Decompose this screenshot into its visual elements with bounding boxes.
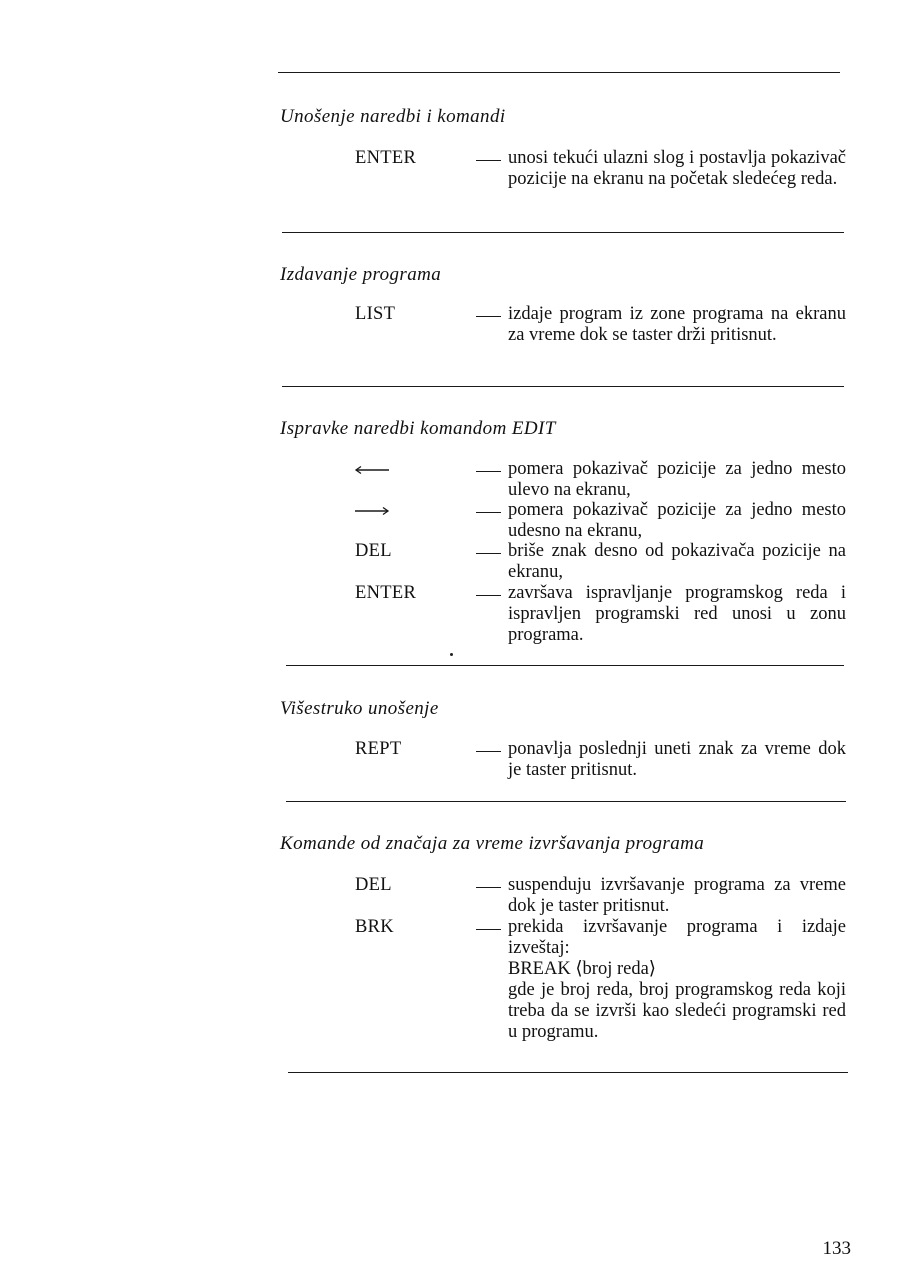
dash xyxy=(476,512,501,513)
dash xyxy=(476,887,501,888)
page-number: 133 xyxy=(822,1238,851,1259)
key-list: LIST xyxy=(355,304,396,324)
entry-description: pomera pokazivač pozicije za jedno mesto udesno na ekranu, xyxy=(508,500,846,541)
dash xyxy=(476,595,501,596)
section-rule xyxy=(282,232,844,233)
entry-description: završava ispravljanje programskog reda i ispravljen programski red unosi u zonu programa. xyxy=(508,583,846,645)
section-heading-izdavanje: Izdavanje programa xyxy=(280,264,442,285)
section-heading-ispravke: Ispravke naredbi komandom EDIT xyxy=(280,418,556,439)
stray-dot xyxy=(450,653,453,656)
section-rule xyxy=(286,801,846,802)
section-rule xyxy=(286,665,844,666)
dash xyxy=(476,316,501,317)
brk-text-continued: gde je broj reda, broj programskog reda koji treba da se izvrši kao sledeći programski red u programu. xyxy=(508,980,846,1042)
dash xyxy=(476,160,501,161)
entry-description: unosi tekući ulazni slog i postavlja pokazivač pozicije na ekranu na početak sledećeg reda. xyxy=(508,148,846,189)
right-arrow-icon xyxy=(354,506,390,516)
key-del: DEL xyxy=(355,875,392,895)
dash xyxy=(476,471,501,472)
bottom-rule xyxy=(288,1072,848,1073)
section-heading-visestruko: Višestruko unošenje xyxy=(280,698,439,719)
brk-text: prekida izvršavanje programa i izdaje izveštaj: xyxy=(508,917,846,958)
section-heading-komande: Komande od značaja za vreme izvršavanja programa xyxy=(280,833,705,854)
entry-description-brk xyxy=(508,917,846,1043)
top-rule xyxy=(278,72,840,73)
key-brk: BRK xyxy=(355,917,394,937)
section-heading-unosenje: Unošenje naredbi i komandi xyxy=(280,106,506,127)
dash xyxy=(476,553,501,554)
entry-description: briše znak desno od pokazivača pozicije na ekranu, xyxy=(508,541,846,582)
section-rule xyxy=(282,386,844,387)
dash xyxy=(476,929,501,930)
entry-description: suspenduju izvršavanje programa za vreme dok je taster pritisnut. xyxy=(508,875,846,916)
key-rept: REPT xyxy=(355,739,402,759)
left-arrow-icon xyxy=(354,465,390,475)
entry-description: izdaje program iz zone programa na ekranu za vreme dok se taster drži pritisnut. xyxy=(508,304,846,345)
key-del: DEL xyxy=(355,541,392,561)
entry-description: ponavlja poslednji uneti znak za vreme dok je taster pritisnut. xyxy=(508,739,846,780)
dash xyxy=(476,751,501,752)
key-enter: ENTER xyxy=(355,583,417,603)
break-code: BREAK ⟨broj reda⟩ xyxy=(508,959,657,979)
key-enter: ENTER xyxy=(355,148,417,168)
entry-description: pomera pokazivač pozicije za jedno mesto ulevo na ekranu, xyxy=(508,459,846,500)
